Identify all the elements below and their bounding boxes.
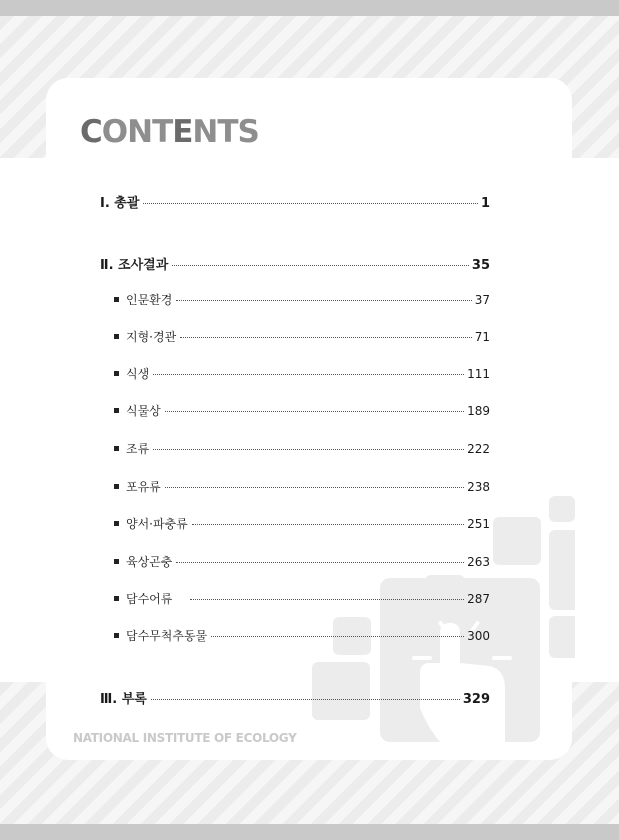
publisher-footer: NATIONAL INSTITUTE OF ECOLOGY	[73, 731, 297, 745]
toc-entry-amphibians-reptiles[interactable]	[114, 515, 490, 532]
toc-entry-label: 양서·파충류	[126, 517, 188, 531]
square-bullet-icon	[114, 371, 119, 376]
toc-entry-page: 37	[474, 293, 490, 307]
toc-entry-page: 35	[471, 258, 490, 273]
toc-entry-page: 300	[467, 629, 490, 643]
toc-leader-dots	[153, 449, 464, 450]
toc-leader-dots	[143, 203, 478, 204]
toc-leader-dots	[192, 524, 464, 525]
toc-leader-dots	[190, 599, 464, 600]
toc-entry-label: 육상곤충	[126, 555, 173, 569]
toc-leader-dots	[172, 265, 469, 266]
deco-square	[549, 530, 575, 610]
toc-entry-label: Ⅲ. 부록	[100, 692, 147, 707]
toc-leader-dots	[211, 636, 464, 637]
toc-leader-dots	[176, 300, 471, 301]
toc-entry-page: 287	[467, 592, 490, 606]
toc-entry-vegetation[interactable]	[114, 365, 490, 382]
toc-entry-label: 식생	[126, 367, 150, 381]
toc-entry-page: 263	[467, 555, 490, 569]
deco-square	[549, 616, 575, 658]
square-bullet-icon	[114, 521, 119, 526]
toc-entry-page: 238	[467, 480, 490, 494]
toc-entry-page: 71	[474, 330, 490, 344]
toc-entry-page: 222	[467, 442, 490, 456]
toc-entry-section-3[interactable]	[100, 688, 490, 707]
toc-leader-dots	[165, 411, 464, 412]
toc-entry-page: 111	[467, 367, 490, 381]
top-band	[0, 0, 619, 16]
toc-entry-section-2[interactable]	[100, 254, 490, 273]
square-bullet-icon	[114, 408, 119, 413]
square-bullet-icon	[114, 596, 119, 601]
square-bullet-icon	[114, 446, 119, 451]
toc-entry-page: 189	[467, 404, 490, 418]
deco-square	[549, 496, 575, 522]
toc-entry-freshwater-fish[interactable]	[114, 590, 490, 607]
square-bullet-icon	[114, 484, 119, 489]
toc-entry-terrestrial-insects[interactable]	[114, 553, 490, 570]
toc-entry-label: Ⅰ. 총괄	[100, 196, 140, 211]
toc-leader-dots	[165, 487, 464, 488]
toc-entry-page: 251	[467, 517, 490, 531]
toc-entry-section-1[interactable]	[100, 192, 490, 211]
toc-entry-page: 329	[462, 692, 490, 707]
toc-entry-page: 1	[480, 196, 490, 211]
square-bullet-icon	[114, 334, 119, 339]
toc-leader-dots	[176, 562, 464, 563]
toc-leader-dots	[153, 374, 464, 375]
toc-entry-label: 포유류	[126, 480, 161, 494]
square-bullet-icon	[114, 559, 119, 564]
toc-entry-label: 조류	[126, 442, 150, 456]
toc-leader-dots	[180, 337, 472, 338]
square-bullet-icon	[114, 633, 119, 638]
toc-entry-freshwater-invertebrates[interactable]	[114, 627, 490, 644]
toc-entry-label: Ⅱ. 조사결과	[100, 258, 169, 273]
toc-entry-label: 인문환경	[126, 293, 173, 307]
toc-entry-mammals[interactable]	[114, 478, 490, 495]
toc-entry-flora[interactable]	[114, 402, 490, 419]
page-title: CONTENTS	[80, 114, 259, 150]
toc-entry-label: 식물상	[126, 404, 161, 418]
toc-entry-label: 담수어류	[126, 592, 173, 606]
toc-entry-birds[interactable]	[114, 440, 490, 457]
square-bullet-icon	[114, 297, 119, 302]
toc-entry-landform-landscape[interactable]	[114, 328, 490, 345]
bottom-band	[0, 824, 619, 840]
toc-entry-label: 지형·경관	[126, 330, 177, 344]
deco-square	[493, 517, 541, 565]
toc-entry-label: 담수무척추동물	[126, 629, 208, 643]
toc-entry-human-environment[interactable]	[114, 291, 490, 308]
toc-leader-dots	[151, 699, 460, 700]
